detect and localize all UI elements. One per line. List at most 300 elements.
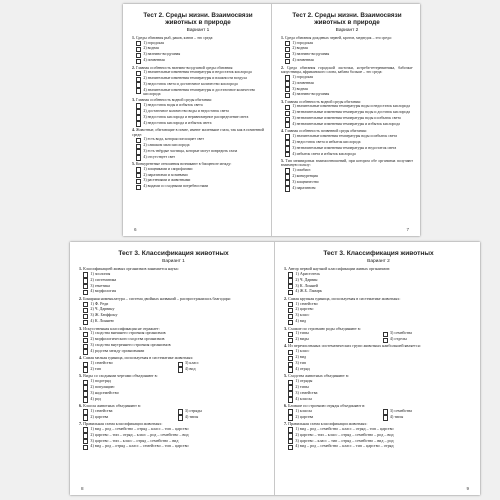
answer-label: 1) класс bbox=[295, 348, 310, 354]
question-text bbox=[281, 66, 413, 75]
answer-checkbox[interactable] bbox=[288, 350, 293, 355]
answer-checkbox[interactable] bbox=[136, 82, 141, 87]
answer-option[interactable] bbox=[79, 415, 174, 421]
answer-checkbox[interactable] bbox=[288, 314, 293, 319]
question bbox=[281, 66, 413, 99]
question-prompt: Автор первой научной классификации живых организмов: bbox=[288, 266, 391, 271]
answer-checkbox[interactable] bbox=[285, 134, 290, 139]
question-list bbox=[281, 36, 413, 192]
answer-label: 4) типы bbox=[184, 413, 199, 419]
page-number: 8 bbox=[81, 486, 84, 491]
answer-checkbox[interactable] bbox=[136, 53, 141, 58]
answer-label: 2) Ч. Дарвин bbox=[295, 276, 318, 282]
answer-label: 1) классы bbox=[295, 407, 313, 413]
page-8 bbox=[70, 242, 275, 495]
answer-checkbox[interactable] bbox=[288, 433, 293, 438]
answer-option[interactable] bbox=[79, 397, 268, 403]
question bbox=[284, 404, 473, 421]
answer-label: 1) семейство bbox=[295, 300, 318, 306]
answer-checkbox[interactable] bbox=[83, 397, 88, 402]
question-prompt: Конкурентные отношения возникают в биоценозе между: bbox=[135, 162, 232, 167]
answer-checkbox[interactable] bbox=[288, 439, 293, 444]
answer-checkbox[interactable] bbox=[83, 433, 88, 438]
answer-label: 3) класс bbox=[184, 360, 199, 366]
question bbox=[284, 297, 473, 325]
page-content bbox=[132, 12, 264, 224]
answer-label: 4) отделы bbox=[389, 336, 407, 342]
answer-label: 2) паразитами и хозяевами bbox=[143, 172, 188, 177]
page-7 bbox=[272, 4, 420, 236]
question bbox=[284, 374, 473, 402]
question bbox=[79, 267, 268, 295]
answer-label: 1) вид – род – семейство – отряд – класс – тип – царство bbox=[90, 425, 189, 431]
question-prompt: Главная особенность почвенной среды обитания: bbox=[284, 129, 367, 134]
answer-checkbox[interactable] bbox=[136, 167, 141, 172]
answer-checkbox[interactable] bbox=[136, 179, 141, 184]
page-content bbox=[79, 250, 268, 483]
answer-checkbox[interactable] bbox=[285, 122, 290, 127]
answer-label: 4) видами со сходными потребностями bbox=[143, 184, 209, 189]
answer-label: 2) недостаток света и избыток кислорода bbox=[292, 139, 361, 144]
answer-checkbox[interactable] bbox=[136, 155, 141, 160]
answer-options bbox=[284, 331, 473, 343]
answer-label: 2) типы bbox=[295, 383, 309, 389]
page-6 bbox=[123, 4, 271, 236]
answer-option[interactable] bbox=[132, 88, 264, 97]
answer-option[interactable] bbox=[79, 289, 268, 295]
answer-checkbox[interactable] bbox=[288, 320, 293, 325]
variant-label: Вариант 1 bbox=[162, 259, 185, 264]
answer-label: 4) наземно-воздушная bbox=[292, 92, 330, 97]
question-number: 2. bbox=[284, 295, 288, 301]
answer-option[interactable] bbox=[174, 415, 269, 421]
answer-option[interactable] bbox=[281, 186, 413, 192]
answer-checkbox[interactable] bbox=[285, 111, 290, 116]
answer-label: 2) слишком мало кислорода bbox=[143, 143, 190, 148]
answer-label: 3) растениями и животными bbox=[143, 178, 191, 183]
question bbox=[79, 404, 268, 421]
answer-option[interactable] bbox=[174, 367, 269, 373]
answer-label: 1) симбиоз bbox=[292, 167, 311, 172]
answer-label: 2) царство – тип – класс – отряд – семейство – род – вид bbox=[295, 431, 394, 437]
question-prompt: Правильная схема классификации животных: bbox=[83, 420, 163, 426]
test-title: Тест 3. Классификация животных bbox=[118, 250, 229, 257]
answer-checkbox[interactable] bbox=[285, 180, 290, 185]
question-prompt: Бинарная номенклатура – система двойных названий – распространилась благодаря: bbox=[83, 295, 231, 301]
question bbox=[79, 327, 268, 355]
answer-checkbox[interactable] bbox=[83, 439, 88, 444]
answer-label: 3) К. Линней bbox=[295, 282, 318, 288]
question bbox=[281, 129, 413, 157]
answer-label: 4) классы bbox=[295, 395, 313, 401]
answer-checkbox[interactable] bbox=[136, 121, 141, 126]
answer-checkbox[interactable] bbox=[288, 397, 293, 402]
answer-checkbox[interactable] bbox=[288, 356, 293, 361]
answer-checkbox[interactable] bbox=[285, 47, 290, 52]
answer-option[interactable] bbox=[79, 367, 174, 373]
answer-checkbox[interactable] bbox=[285, 146, 290, 151]
answer-checkbox[interactable] bbox=[285, 174, 290, 179]
answer-checkbox[interactable] bbox=[288, 284, 293, 289]
answer-options bbox=[79, 331, 268, 355]
answer-checkbox[interactable] bbox=[136, 59, 141, 64]
question-prompt: Виды со сходными чертами объединяют в: bbox=[83, 373, 158, 379]
answer-options bbox=[284, 349, 473, 373]
answer-label: 4) отсутствует свет bbox=[143, 154, 176, 159]
answer-label: 4) морфология bbox=[90, 288, 116, 294]
question-prompt: Главная особенность наземно-воздушной среды обитания: bbox=[135, 65, 234, 70]
answer-checkbox[interactable] bbox=[136, 88, 141, 93]
answer-option[interactable] bbox=[79, 444, 268, 450]
answer-option[interactable] bbox=[284, 289, 473, 295]
question-prompt: Среда обитания дождевых червей, кротов, медведок – это среда: bbox=[284, 36, 392, 40]
answer-checkbox[interactable] bbox=[83, 308, 88, 313]
question-number: 5. bbox=[132, 162, 135, 167]
answer-checkbox[interactable] bbox=[288, 380, 293, 385]
answer-label: 2) почвенная bbox=[292, 80, 314, 85]
answer-option[interactable] bbox=[281, 58, 413, 64]
answer-label: 3) семейства bbox=[389, 407, 412, 413]
answer-label: 4) вид – род – отряд – класс – семейство – тип – царство bbox=[90, 443, 189, 449]
answer-label: 1) городская bbox=[292, 74, 313, 79]
question-number: 1. bbox=[79, 266, 83, 271]
answer-options bbox=[132, 137, 264, 161]
question bbox=[79, 374, 268, 402]
answer-options bbox=[281, 41, 413, 65]
question-prompt: Правильная схема классификации животных: bbox=[288, 420, 368, 426]
answer-checkbox[interactable] bbox=[83, 344, 88, 349]
answer-option[interactable] bbox=[281, 122, 413, 128]
answer-checkbox[interactable] bbox=[285, 186, 290, 191]
answer-label: 3) царство – тип – класс – отряд – семейство – вид bbox=[90, 437, 179, 443]
answer-checkbox[interactable] bbox=[83, 427, 88, 432]
answer-checkbox[interactable] bbox=[288, 308, 293, 313]
question-prompt: Искусственная классификация не отражает: bbox=[83, 325, 160, 331]
answer-options bbox=[79, 427, 268, 451]
answer-label: 1) значительные изменения температуры и недостаток кислорода bbox=[143, 70, 252, 75]
question bbox=[79, 297, 268, 325]
answer-label: 1) семейства bbox=[90, 407, 113, 413]
question-number: 5. bbox=[281, 158, 284, 163]
answer-checkbox[interactable] bbox=[83, 278, 88, 283]
answer-options bbox=[284, 379, 473, 403]
question-number: 3. bbox=[284, 325, 288, 331]
question-number: 7. bbox=[284, 420, 288, 426]
question-prompt: Сходства животных объединяют в: bbox=[288, 373, 349, 379]
answer-checkbox[interactable] bbox=[288, 391, 293, 396]
answer-option[interactable] bbox=[132, 58, 264, 64]
answer-label: 3) семейства bbox=[389, 330, 412, 336]
answer-label: 3) недостаток света и достаточное количество кислорода bbox=[143, 81, 238, 86]
answer-checkbox[interactable] bbox=[83, 338, 88, 343]
answer-label: 1) отряды bbox=[295, 378, 313, 384]
answer-label: 4) недостаток кислорода и избыток света bbox=[143, 120, 212, 125]
answer-checkbox[interactable] bbox=[83, 367, 88, 372]
answer-label: 3) тип bbox=[295, 360, 306, 366]
answer-label: 4) вид – род – семейство – класс – тип – царство – отряд bbox=[295, 443, 394, 449]
question bbox=[79, 422, 268, 450]
question-text bbox=[132, 128, 264, 137]
answer-checkbox[interactable] bbox=[285, 75, 290, 80]
answer-options bbox=[79, 361, 268, 373]
answer-label: 2) водная bbox=[143, 46, 159, 51]
answer-checkbox[interactable] bbox=[136, 71, 141, 76]
answer-checkbox[interactable] bbox=[285, 140, 290, 145]
answer-label: 1) подотряд bbox=[90, 378, 111, 384]
answer-checkbox[interactable] bbox=[136, 77, 141, 82]
page-number: 6 bbox=[134, 227, 137, 232]
answer-option[interactable] bbox=[132, 184, 264, 190]
answer-checkbox[interactable] bbox=[288, 362, 293, 367]
answer-label: 1) вид – род – семейство – класс – отряд – тип – царство bbox=[295, 425, 394, 431]
answer-checkbox[interactable] bbox=[136, 115, 141, 120]
answer-checkbox[interactable] bbox=[83, 290, 88, 295]
answer-label: 2) царства bbox=[90, 413, 109, 419]
answer-label: 3) царство – класс – тип – отряд – семейство – вид – род bbox=[295, 437, 394, 443]
answer-options bbox=[132, 167, 264, 191]
question-prompt: Самая мелкая единица, используемая в систематике животных: bbox=[83, 355, 194, 361]
answer-label: 3) генетика bbox=[90, 282, 110, 288]
answer-label: 4) род bbox=[90, 395, 101, 401]
answer-checkbox[interactable] bbox=[288, 290, 293, 295]
answer-option[interactable] bbox=[284, 444, 473, 450]
answer-checkbox[interactable] bbox=[83, 391, 88, 396]
answer-label: 4) паразитизм bbox=[292, 185, 316, 190]
question bbox=[284, 422, 473, 450]
answer-option[interactable] bbox=[281, 92, 413, 98]
question bbox=[132, 128, 264, 161]
answer-checkbox[interactable] bbox=[383, 415, 388, 420]
answer-checkbox[interactable] bbox=[285, 117, 290, 122]
question-number: 1. bbox=[284, 266, 288, 271]
answer-checkbox[interactable] bbox=[288, 445, 293, 450]
answer-label: 3) незначительные изменения температуры и недостаток света bbox=[292, 145, 397, 150]
answer-option[interactable] bbox=[79, 319, 268, 325]
question-number: 3. bbox=[79, 325, 83, 331]
question-number: 2. bbox=[132, 65, 135, 70]
answer-label: 4) К. Линнею bbox=[90, 318, 114, 324]
test-title: Тест 2. Среды жизни. Взаимосвязи животных в природе bbox=[143, 12, 253, 26]
question-number: 6. bbox=[79, 402, 83, 408]
answer-label: 1) значительные изменения температуры воды и избыток света bbox=[292, 133, 397, 138]
answer-label: 4) почвенная bbox=[143, 58, 165, 63]
answer-checkbox[interactable] bbox=[285, 87, 290, 92]
question bbox=[281, 100, 413, 128]
answer-checkbox[interactable] bbox=[178, 367, 183, 372]
question bbox=[132, 162, 264, 190]
answer-options bbox=[284, 272, 473, 296]
answer-label: 4) значительные изменения температуры и достаточное количество кислорода bbox=[143, 87, 256, 97]
answer-label: 1) есть вода, которая поглощает свет bbox=[143, 137, 204, 142]
answer-label: 4) избыток света и избыток кислорода bbox=[292, 151, 356, 156]
answer-label: 3) незначительные изменения температуры воды и избыток света bbox=[292, 116, 401, 121]
question-prompt: Самая крупная единица, используемая в систематике животных: bbox=[288, 295, 401, 301]
question-number: 4. bbox=[284, 343, 288, 349]
page-number: 7 bbox=[406, 227, 409, 232]
answer-option[interactable] bbox=[79, 349, 268, 355]
question bbox=[132, 98, 264, 126]
question bbox=[281, 159, 413, 192]
answer-label: 1) типы bbox=[295, 330, 309, 336]
page-9 bbox=[275, 242, 480, 495]
test-title: Тест 2. Среды жизни. Взаимосвязи животных в природе bbox=[292, 12, 402, 26]
answer-label: 1) зоология bbox=[90, 270, 111, 276]
answer-label: 3) есть твёрдые частицы, которые могут повредить глаза bbox=[143, 148, 238, 153]
answer-checkbox[interactable] bbox=[136, 149, 141, 154]
question bbox=[79, 356, 268, 373]
answer-options bbox=[79, 302, 268, 326]
answer-checkbox[interactable] bbox=[178, 415, 183, 420]
question-number: 4. bbox=[79, 355, 83, 361]
answer-checkbox[interactable] bbox=[288, 427, 293, 432]
answer-option[interactable] bbox=[284, 319, 473, 325]
answer-checkbox[interactable] bbox=[285, 53, 290, 58]
question-prompt: Среды обитания рыб, раков, китов – это среда: bbox=[135, 36, 214, 40]
question bbox=[132, 36, 264, 64]
question-prompt: Классификацией живых организмов занимается наука: bbox=[83, 266, 179, 271]
answer-label: 2) виды bbox=[295, 336, 309, 342]
answer-label: 4) незначительные изменения температуры и избыток кислорода bbox=[292, 121, 400, 126]
answer-checkbox[interactable] bbox=[83, 445, 88, 450]
answer-label: 4) родства между организмами bbox=[90, 347, 145, 353]
answer-options bbox=[79, 409, 268, 421]
answer-checkbox[interactable] bbox=[83, 380, 88, 385]
answer-option[interactable] bbox=[132, 155, 264, 161]
answer-label: 1) городская bbox=[143, 40, 164, 45]
question-number: 2. bbox=[79, 295, 83, 301]
answer-option[interactable] bbox=[379, 415, 474, 421]
answer-checkbox[interactable] bbox=[83, 272, 88, 277]
answer-checkbox[interactable] bbox=[136, 47, 141, 52]
question-prompt: Близкие по строению отряды объединяют в: bbox=[288, 402, 366, 408]
answer-label: 3) хищничество bbox=[292, 179, 319, 184]
question-prompt: Классы животных объединяют в: bbox=[83, 402, 141, 408]
answer-checkbox[interactable] bbox=[136, 109, 141, 114]
answer-label: 1) сходства внешнего строения организмов bbox=[90, 330, 166, 336]
variant-label: Вариант 1 bbox=[186, 28, 210, 33]
question bbox=[284, 344, 473, 372]
answer-options bbox=[281, 168, 413, 192]
answer-checkbox[interactable] bbox=[285, 168, 290, 173]
answer-option[interactable] bbox=[132, 121, 264, 127]
answer-options bbox=[132, 103, 264, 127]
question-prompt: Главная особенность водной среды обитания: bbox=[284, 99, 361, 104]
answer-label: 3) семейства bbox=[295, 389, 318, 395]
question-number: 3. bbox=[281, 99, 284, 104]
answer-checkbox[interactable] bbox=[136, 144, 141, 149]
answer-option[interactable] bbox=[379, 337, 474, 343]
booklet-spread-test-3 bbox=[70, 242, 480, 495]
question-number: 6. bbox=[284, 402, 288, 408]
answer-label: 2) царства bbox=[295, 413, 314, 419]
answer-option[interactable] bbox=[284, 397, 473, 403]
answer-checkbox[interactable] bbox=[288, 302, 293, 307]
question-number: 7. bbox=[79, 420, 83, 426]
answer-checkbox[interactable] bbox=[288, 272, 293, 277]
question-prompt: Животные, обитающие в почве, имеют маленькие глаза, так как в почвенной среде: bbox=[132, 127, 264, 137]
answer-options bbox=[281, 75, 413, 99]
answer-checkbox[interactable] bbox=[83, 415, 88, 420]
answer-option[interactable] bbox=[284, 367, 473, 373]
answer-checkbox[interactable] bbox=[285, 59, 290, 64]
answer-option[interactable] bbox=[284, 337, 379, 343]
answer-label: 3) надсемейство bbox=[90, 389, 119, 395]
answer-label: 2) водная bbox=[292, 46, 308, 51]
answer-label: 3) наземно-воздушная bbox=[143, 52, 181, 57]
answer-checkbox[interactable] bbox=[288, 278, 293, 283]
answer-label: 3) водная bbox=[292, 86, 308, 91]
answer-checkbox[interactable] bbox=[136, 138, 141, 143]
answer-checkbox[interactable] bbox=[285, 152, 290, 157]
question-number: 4. bbox=[281, 129, 284, 134]
answer-label: 2) систематика bbox=[90, 276, 117, 282]
answer-label: 1) значительные изменения температуры воды и недостаток кислорода bbox=[292, 104, 410, 109]
answer-label: 2) царство bbox=[295, 306, 314, 312]
answer-label: 3) наземно-воздушная bbox=[292, 52, 330, 57]
answer-option[interactable] bbox=[284, 415, 379, 421]
answer-checkbox[interactable] bbox=[383, 338, 388, 343]
answer-label: 1) Ф. Реди bbox=[90, 300, 109, 306]
answer-label: 4) типы bbox=[389, 413, 404, 419]
page-content bbox=[284, 250, 473, 483]
answer-checkbox[interactable] bbox=[285, 41, 290, 46]
answer-checkbox[interactable] bbox=[136, 185, 141, 190]
answer-label: 4) вид bbox=[184, 365, 196, 371]
answer-label: 3) Ж. Бюффону bbox=[90, 312, 118, 318]
answer-checkbox[interactable] bbox=[136, 103, 141, 108]
answer-checkbox[interactable] bbox=[285, 105, 290, 110]
question bbox=[281, 36, 413, 64]
question-text bbox=[281, 159, 413, 168]
answer-label: 2) незначительные изменения температуры воды и достаток кислорода bbox=[292, 110, 411, 115]
answer-checkbox[interactable] bbox=[288, 367, 293, 372]
answer-checkbox[interactable] bbox=[288, 415, 293, 420]
answer-options bbox=[79, 272, 268, 296]
answer-options bbox=[132, 70, 264, 97]
answer-label: 3) класс bbox=[295, 312, 310, 318]
answer-label: 2) конкуренция bbox=[292, 173, 318, 178]
question bbox=[132, 66, 264, 97]
answer-checkbox[interactable] bbox=[136, 41, 141, 46]
answer-label: 2) Ч. Дарвину bbox=[90, 306, 115, 312]
answer-checkbox[interactable] bbox=[285, 93, 290, 98]
answer-label: 4) Ж.Б. Ламарк bbox=[295, 288, 322, 294]
answer-options bbox=[284, 409, 473, 421]
question-number: 3. bbox=[132, 98, 135, 103]
answer-checkbox[interactable] bbox=[285, 81, 290, 86]
answer-checkbox[interactable] bbox=[83, 349, 88, 354]
answer-options bbox=[132, 41, 264, 65]
question-prompt: Из перечисленных систематических групп животных наибольшей является: bbox=[288, 343, 421, 349]
answer-label: 1) недостаток воды и избыток света bbox=[143, 102, 203, 107]
answer-checkbox[interactable] bbox=[83, 332, 88, 337]
answer-options bbox=[281, 134, 413, 158]
question-prompt: Тип межвидовых взаимоотношений, при котором обе организма получают взаимную пользу: bbox=[281, 158, 413, 168]
answer-checkbox[interactable] bbox=[288, 338, 293, 343]
answer-checkbox[interactable] bbox=[83, 314, 88, 319]
variant-label: Вариант 2 bbox=[335, 28, 359, 33]
answer-label: 2) достаточное количество воды и недостаток света bbox=[143, 108, 229, 113]
answer-checkbox[interactable] bbox=[83, 302, 88, 307]
answer-checkbox[interactable] bbox=[83, 385, 88, 390]
answer-label: 2) царство – тип – отряд – класс – род – семейство – вид bbox=[90, 431, 189, 437]
answer-checkbox[interactable] bbox=[83, 320, 88, 325]
answer-option[interactable] bbox=[281, 152, 413, 158]
answer-checkbox[interactable] bbox=[83, 284, 88, 289]
answer-checkbox[interactable] bbox=[288, 385, 293, 390]
answer-checkbox[interactable] bbox=[136, 173, 141, 178]
answer-options bbox=[79, 379, 268, 403]
